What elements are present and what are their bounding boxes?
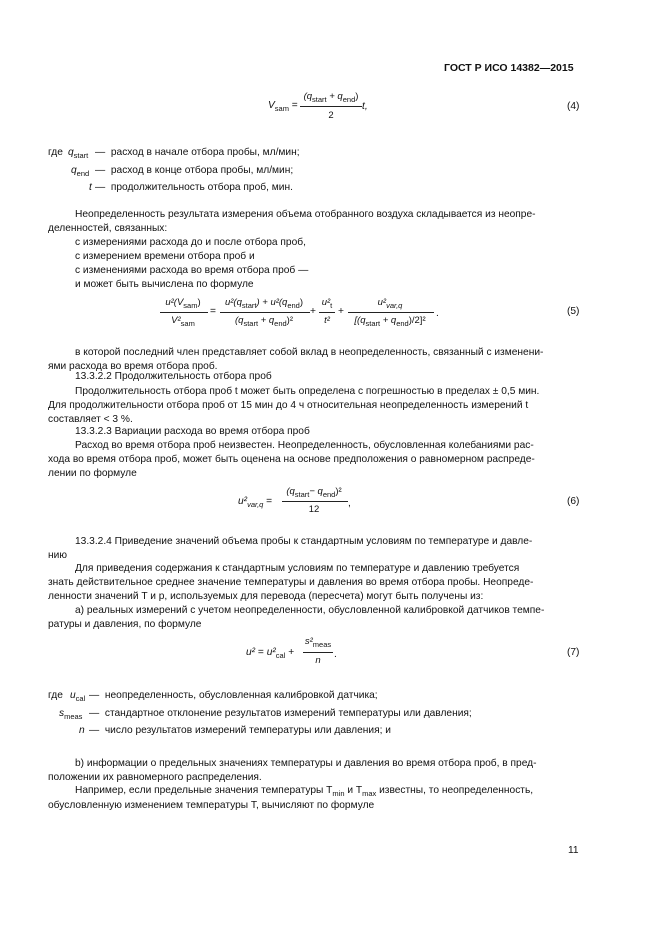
eq5-f1-numerator: $u^2(q_{start}) + u^2(q_{end})$ xyxy=(224,297,304,310)
eq5-f1-bar xyxy=(220,312,310,313)
para2-line: ями расхода во время отбора проб. xyxy=(48,361,218,372)
where1-lead: где xyxy=(48,147,63,158)
para3-line: Например, если предельные значения температуры $T_{min}$ и $T_{max}$ известны, то неопределенность, xyxy=(75,785,534,799)
eq6-fraction-bar xyxy=(282,501,348,502)
where1-item: t xyxy=(89,182,92,193)
where2-lead: где xyxy=(48,690,63,701)
eq6-denominator: 12 xyxy=(308,504,320,515)
eq7-numerator: $s^2_{meas}$ xyxy=(304,636,332,649)
para3-line: обусловленную изменением температуры T, вычисляют по формуле xyxy=(48,800,375,811)
eq5-f2-bar xyxy=(319,312,335,313)
eq6-numerator: $(q_{start}- q_{end})^2$ xyxy=(286,486,342,499)
para2-line: в которой последний член представляет собой вклад в неопределенность, связанный с изменени- xyxy=(75,347,544,358)
eq5-f3-bar xyxy=(348,312,434,313)
section-13-3-2-4-heading: 13.3.2.4 Приведение значений объема пробы к стандартным условиям по температуре и давле- xyxy=(75,536,533,547)
sec3-line: ленности значений T и p, используемых для перевода (пересчета) могут быть получены из: xyxy=(48,591,484,602)
eq5-lhs-bar xyxy=(160,312,208,313)
eq7-denominator: n xyxy=(315,655,321,666)
sec1-line: Для продолжительности отбора проб от 15 мин до 4 ч относительная неопределенность измерений t xyxy=(48,400,529,411)
where2-item: n xyxy=(79,725,85,736)
para3-line: b) информации о предельных значениях температуры и давления во время отбора проб, в пред- xyxy=(75,758,537,769)
eq5-f3-numerator: $u^2_{var,q}$ xyxy=(377,297,403,310)
where2-item: $u_{cal}$ xyxy=(70,690,86,704)
eq5-lhs-denominator: $V^2_{sam}$ xyxy=(171,315,195,328)
section-13-3-2-3-heading: 13.3.2.3 Вариации расхода во время отбора проб xyxy=(75,426,310,437)
para1-list-item: с измерением времени отбора проб и xyxy=(75,251,255,262)
eq5-tail: . xyxy=(436,308,439,319)
eq7-lhs: $u^2 = u^2_{cal}$ + xyxy=(246,647,295,661)
eq4-tail: t, xyxy=(362,101,368,112)
eq4-fraction-bar xyxy=(300,106,362,107)
eq5-equals: = xyxy=(210,306,216,317)
where1-item: $q_{start}$ xyxy=(68,147,89,161)
page-number: 11 xyxy=(568,845,579,856)
eq7-number: (7) xyxy=(567,647,580,658)
sec1-line: составляет < 3 %. xyxy=(48,414,133,425)
para1-line: деленностей, связанных: xyxy=(48,223,168,234)
sec3-line: нию xyxy=(48,550,67,561)
para1-list-item: и может быть вычислена по формуле xyxy=(75,279,254,290)
sec3-line: Для приведения содержания к стандартным условиям по температуре и давлению требуется xyxy=(75,563,520,574)
eq5-plus: + xyxy=(338,306,344,317)
where1-item-text: — продолжительность отбора проб, мин. xyxy=(95,182,293,193)
eq4-denominator: 2 xyxy=(328,110,334,121)
eq5-f3-denominator: $[(q_{start} + q_{end})/2]^2$ xyxy=(354,315,426,328)
where2-item-text: — неопределенность, обусловленная калибровкой датчика; xyxy=(89,690,378,701)
where1-item: $q_{end}$ xyxy=(71,165,90,179)
sec2-line: лении по формуле xyxy=(48,468,137,479)
sec2-line: хода во время отбора проб, может быть оценена на основе предположения о равномерном распреде- xyxy=(48,454,535,465)
eq5-number: (5) xyxy=(567,306,580,317)
where1-item-text: — расход в конце отбора пробы, мл/мин; xyxy=(95,165,294,176)
document-id: ГОСТ Р ИСО 14382—2015 xyxy=(444,62,574,74)
para3-line: положении их равномерного распределения. xyxy=(48,772,262,783)
sec3-line: а) реальных измерений с учетом неопределенности, обусловленной калибровкой датчиков темпе- xyxy=(75,605,545,616)
eq5-lhs-numerator: $u^2(V_{sam})$ xyxy=(165,297,201,310)
sec3-line: знать действительное среднее значение температуры и давления во время отбора пробы. Неопреде- xyxy=(48,577,534,588)
sec2-line: Расход во время отбора проб неизвестен. Неопределенность, обусловленная колебаниями рас- xyxy=(75,440,534,451)
where2-item-text: — стандартное отклонение результатов измерений температуры или давления; xyxy=(89,708,472,719)
eq5-f1-denominator: $(q_{start} + q_{end})^2$ xyxy=(234,315,293,328)
where1-item-text: — расход в начале отбора пробы, мл/мин; xyxy=(95,147,300,158)
eq6-tail: , xyxy=(348,498,351,509)
sec1-line: Продолжительность отбора проб t может быть определена с погрешностью в пределах ± 0,5 мин. xyxy=(75,386,540,397)
eq6-lhs: $u^2_{var,q}$ = xyxy=(238,496,273,510)
where2-item: $s_{meas}$ xyxy=(59,708,83,722)
para1-line: Неопределенность результата измерения объема отобранного воздуха складывается из неопре- xyxy=(75,209,536,220)
para1-list-item: с изменениями расхода во время отбора проб — xyxy=(75,265,309,276)
sec3-line: ратуры и давления, по формуле xyxy=(48,619,202,630)
eq5-f2-numerator: $u^2_t$ xyxy=(321,297,333,310)
eq5-plus: + xyxy=(310,306,316,317)
eq6-number: (6) xyxy=(567,496,580,507)
eq4-lhs: $V_{sam}$ = xyxy=(268,100,298,114)
eq4-number: (4) xyxy=(567,101,580,112)
section-13-3-2-2-heading: 13.3.2.2 Продолжительность отбора проб xyxy=(75,371,272,382)
para1-list-item: с измерениями расхода до и после отбора проб, xyxy=(75,237,306,248)
where2-item-text: — число результатов измерений температуры или давления; и xyxy=(89,725,391,736)
eq5-f2-denominator: t² xyxy=(324,315,330,326)
eq4-numerator: $(q_{start} + q_{end})$ xyxy=(303,91,359,104)
eq7-fraction-bar xyxy=(303,652,333,653)
eq7-tail: . xyxy=(334,649,337,660)
